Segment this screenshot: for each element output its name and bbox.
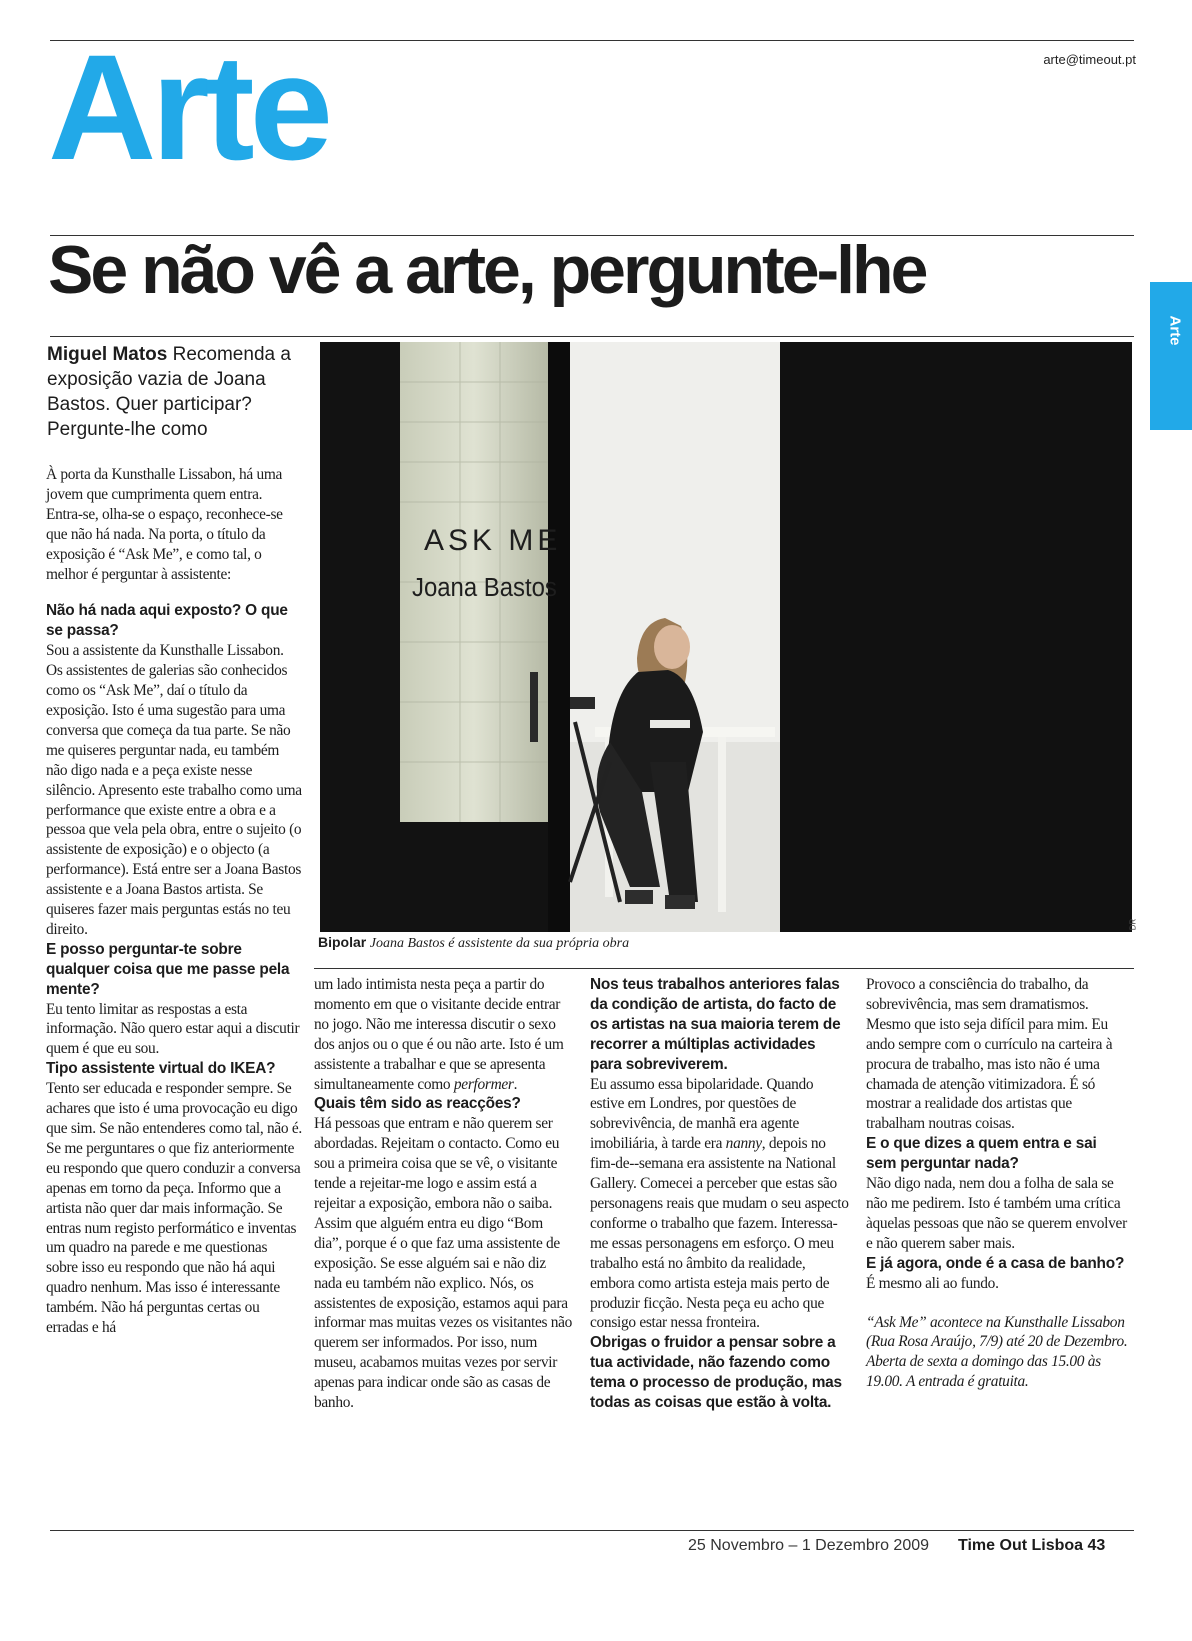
caption-label: Bipolar (318, 934, 367, 950)
answer-5: Eu assumo essa bipolaridade. Quando estive em Londres, por questões de sobrevivência, de manhã era agente imobiliária, à tarde era nanny, depois no fim-de--semana era assistente na National Gallery. Comecei a perceber que estas são personagens reais que mudam o seu aspecto conforme o trabalho que fazem. Interessa-me essas personagens em esforço. O meu trabalho está no âmbito da realidade, embora como artista esteja mais perto de produzir ficção. Nesta peça eu acho que consigo estar nessa fronteira. (590, 1075, 849, 1332)
question-6: Obrigas o fruidor a pensar sobre a tua actividade, não fazendo como tema o processo de produção, mas todas as coisas que estão à volta. (590, 1334, 842, 1412)
headline-bottom-rule (50, 336, 1134, 337)
question-7: E o que dizes a quem entra e sai sem perguntar nada? (866, 1135, 1097, 1173)
question-5: Nos teus trabalhos anteriores falas da condição de artista, do facto de os artistas na sua maioria terem de recorrer a múltiplas actividades para sobreviverem. (590, 976, 841, 1073)
answer-3-continued: um lado intimista nesta peça a partir do momento em que o visitante decide entrar no jogo. Não me interessa discutir o sexo dos anjos ou o que é ou não arte. Isto é um assistente a trabalhar e que se apresenta simultaneamente como performer. (314, 976, 564, 1093)
email-address: arte@timeout.pt (1043, 52, 1136, 67)
door-sign-title: ASK ME (424, 524, 562, 557)
photo-caption (318, 934, 629, 952)
magazine-page: Time Out Lisboa 43 (958, 1537, 1106, 1554)
side-tab-label: Arte (1166, 315, 1184, 346)
answer-7: Não digo nada, nem dou a folha de sala se não me pedirem. Isto é também uma crítica àquelas pessoas que não se querem envolver e não querem saber mais. (866, 1175, 1127, 1252)
article-photo (320, 342, 1132, 932)
article-column-3 (590, 975, 850, 1413)
question-3: Tipo assistente virtual do IKEA? (46, 1060, 276, 1078)
exhibition-info: “Ask Me” acontece na Kunsthalle Lissabon (Rua Rosa Araújo, 7/9) até 20 de Dezembro. Aberta de sexta a domingo das 15.00 às 19.00. A entrada é gratuita. (866, 1313, 1128, 1391)
intro-paragraph: À porta da Kunsthalle Lissabon, há uma jovem que cumprimenta quem entra. Entra-se, olha-se o espaço, reconhece-se que não há nada. Na porta, o título da exposição é “Ask Me”, e como tal, o melhor é perguntar à assistente: (46, 466, 283, 583)
headline: Se não vê a arte, pergunte-lhe (48, 232, 926, 308)
footer-rule (50, 1530, 1134, 1531)
caption-text: Joana Bastos é assistente da sua própria obra (369, 936, 630, 951)
gallery-scene-illustration (320, 342, 1132, 932)
photo-credit: DR (1128, 918, 1138, 931)
article-column-1 (46, 465, 302, 1338)
section-title: Arte (48, 23, 329, 191)
question-1: Não há nada aqui exposto? O que se passa? (46, 602, 288, 640)
standfirst: Recomenda a exposição vazia de Joana Bastos. Quer participar? Pergunte-lhe como (47, 344, 291, 441)
answer-8: É mesmo ali ao fundo. (866, 1274, 999, 1292)
author-name: Miguel Matos (47, 344, 168, 365)
article-column-4 (866, 975, 1128, 1392)
article-column-2 (314, 975, 574, 1413)
door-sign-artist: Joana Bastos (412, 573, 557, 603)
door-handle (530, 672, 538, 742)
answer-6: Provoco a consciência do trabalho, da sobrevivência, mas sem dramatismos. Mesmo que isto seja difícil para mim. Eu ando sempre com o currículo na carteira à procura de trabalho, mas isto não é uma chamada de atenção vitimizadora. É só mostrar a realidade dos artistas que trabalham noutras coisas. (866, 976, 1113, 1133)
byline (47, 342, 309, 442)
answer-3: Tento ser educada e responder sempre. Se achares que isto é uma provocação eu digo que sim. Se não entenderes como tal, não é. Se me perguntares o que fiz anteriormente eu respondo que quero conduzir a conversa apenas em torno da peça. Informo que a artista não quer dar mais informação. Se entras num registo performático e inventas um quadro na parede e me questionas sobre isso eu respondo que não há aqui quadro nenhum. Mas isso é interessante também. Não há perguntas certas ou erradas e há (46, 1080, 302, 1337)
caption-rule (314, 968, 1134, 969)
answer-1: Sou a assistente da Kunsthalle Lissabon. Os assistentes de galerias são conhecidos como os “Ask Me”, daí o título da exposição. Isto é uma sugestão para uma conversa que começa da tua parte. Se não me quiseres perguntar nada, eu também não digo nada e a peça existe nesse silêncio. Apresento este trabalho como uma performance que existe entre a obra e a pessoa que vela pela obra, entre o sujeito (o assistente de exposição) e o objecto (a performance). Está entre ser a Joana Bastos assistente e a Joana Bastos artista. Se quiseres fazer mais perguntas estás no teu direito. (46, 642, 302, 938)
question-2: E posso perguntar-te sobre qualquer coisa que me passe pela mente? (46, 940, 290, 998)
answer-2: Eu tento limitar as respostas a esta informação. Não quero estar aqui a discutir quem é que eu sou. (46, 1000, 300, 1058)
question-4: Quais têm sido as reacções? (314, 1095, 521, 1113)
section-side-tab (1150, 282, 1192, 430)
question-8: E já agora, onde é a casa de banho? (866, 1254, 1125, 1272)
issue-dates: 25 Novembro – 1 Dezembro 2009 (688, 1537, 930, 1554)
answer-4: Há pessoas que entram e não querem ser abordadas. Rejeitam o contacto. Como eu sou a primeira coisa que se vê, o visitante tende a rejeitar-me logo e assim está a rejeitar a exposição, embora não o saiba. Assim que alguém entra eu digo “Bom dia”, porque é o que faz uma assistente de exposição. Se esse alguém sai e não diz nada eu também não explico. Nós, os assistentes de exposição, estamos aqui para informar mas muitas vezes os visitantes não querem ser informados. Por isso, num museu, acabamos muitas vezes por servir apenas para indicar onde são as casas de banho. (314, 1115, 573, 1412)
